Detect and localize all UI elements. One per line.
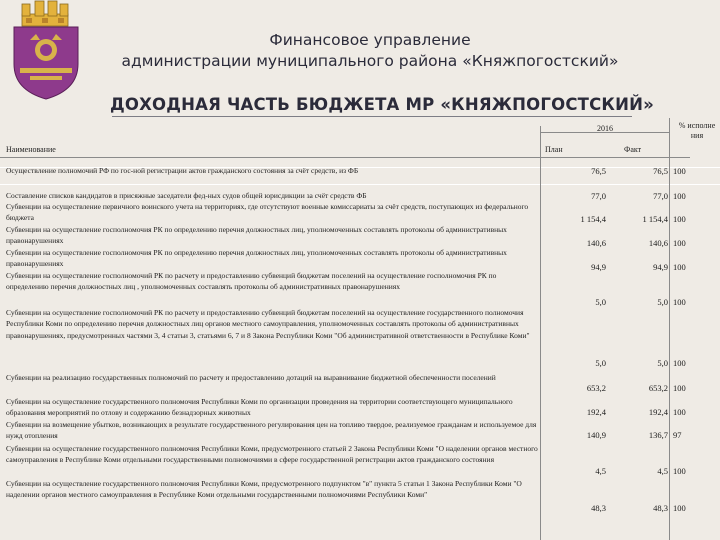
table-row-description: Субвенции на осуществление государственного полномочия Республики Коми по организации проведения на территории соответствующего муниципального образования мероприятий по отлову и содержанию безнадзорных животных	[6, 397, 513, 418]
table-cell-percent: 100	[673, 166, 686, 176]
table-cell-fact: 76,5	[653, 166, 668, 176]
table-cell-fact: 5,0	[657, 358, 668, 368]
table-cell-fact: 4,5	[657, 466, 668, 476]
crown-icon	[22, 1, 68, 26]
table-row-description: Субвенции на осуществление госполномочия РК по определению перечня должностных лиц, уполномоченных составлять протоколы об административных правонарушениях	[6, 225, 507, 246]
table-row-description: Субвенции на осуществление государственного полномочия Республики Коми, предусмотренного подпунктом "в" пункта 5 статьи 1 Закона Республики Коми "О наделении органов местного самоуправления в Республике Коми отдельными государственными полномочиями Республики Коми"	[6, 479, 522, 500]
table-cell-plan: 5,0	[595, 297, 606, 307]
table-cell-percent: 97	[673, 430, 682, 440]
table-row-description: Осуществление полномочий РФ по гос-ной регистрации актов гражданского состояния за счёт средств, из ФБ	[6, 166, 359, 175]
column-header-percent: % исполне ния	[678, 121, 716, 140]
column-header-fact: Факт	[624, 145, 642, 154]
table-cell-percent: 100	[673, 297, 686, 307]
org-title-line2: администрации муниципального района «Княжпогостский»	[121, 52, 619, 70]
table-cell-fact: 653,2	[648, 383, 668, 393]
table-cell-percent: 100	[673, 466, 686, 476]
table-row-description: Субвенции на осуществление государственного полномочия Республики Коми, предусмотренного статьей 2 Закона Республики Коми "О наделении органов местного самоуправления в Республике Коми отдельными государственными полномочиями в сфере государственной регистрации актов гражданского состояния	[6, 444, 538, 465]
table-cell-plan: 5,0	[595, 358, 606, 368]
table-cell-fact: 77,0	[653, 191, 668, 201]
table-cell-plan: 1 154,4	[580, 214, 606, 224]
table-grid-line	[669, 118, 670, 540]
table-cell-plan: 94,9	[591, 262, 606, 272]
table-cell-plan: 77,0	[591, 191, 606, 201]
coat-of-arms-icon	[0, 0, 92, 100]
table-row-description: Субвенции на возмещение убытков, возникающих в результате государственного регулирования цен на топливо твердое, реализуемое гражданам и используемое для нужд отопления	[6, 420, 537, 441]
org-title-line1: Финансовое управление	[269, 31, 471, 49]
table-cell-plan: 653,2	[586, 383, 606, 393]
table-cell-percent: 100	[673, 383, 686, 393]
table-cell-percent: 100	[673, 358, 686, 368]
organization-title	[90, 30, 650, 72]
table-grid-line	[0, 157, 690, 158]
table-cell-percent: 100	[673, 503, 686, 513]
row-divider	[0, 184, 720, 185]
table-row-description: Субвенции на осуществление первичного воинского учета на территориях, где отсутствуют военные комиссариаты за счёт средств, поступающих из федерального бюджета	[6, 202, 529, 223]
table-cell-fact: 94,9	[653, 262, 668, 272]
title-underline	[112, 116, 632, 117]
table-cell-percent: 100	[673, 214, 686, 224]
table-row-description: Субвенции на осуществление госполномочий РК по расчету и предоставлению субвенций бюджетам поселений на осуществление государственного полномочия Республики Коми по определению перечня должностных лиц органов местного самоуправления, уполномоченных составлять протоколы об административных правонарушениях, предусмотренных частями 3, 4 статьи 3, статьями 6, 7 и 8 Закона Республики Коми "Об административной ответственности в Республике Коми"	[6, 308, 530, 340]
table-cell-fact: 140,6	[648, 238, 668, 248]
table-cell-plan: 140,6	[586, 238, 606, 248]
column-header-plan: План	[545, 145, 563, 154]
table-cell-plan: 48,3	[591, 503, 606, 513]
table-cell-plan: 4,5	[595, 466, 606, 476]
table-cell-plan: 140,9	[586, 430, 606, 440]
table-row-description: Субвенции на реализацию государственных полномочий по расчету и предоставлению дотаций на выравнивание бюджетной обеспеченности поселений	[6, 373, 496, 382]
column-header-name: Наименование	[6, 145, 56, 154]
table-cell-fact: 48,3	[653, 503, 668, 513]
table-cell-percent: 100	[673, 238, 686, 248]
table-row-description: Субвенции на осуществление госполномочий РК по расчету и предоставлению субвенций бюджетам поселений на осуществление госполномочия РК по определению перечня должностных лиц , уполномоченных составлять протоколы об административных правонарушениях	[6, 271, 497, 292]
table-cell-plan: 192,4	[586, 407, 606, 417]
table-row-description: Субвенции на осуществление госполномочия РК по определению перечня должностных лиц, уполномоченных составлять протоколы об административных правонарушениях	[6, 248, 507, 269]
table-grid-line	[540, 126, 541, 540]
table-cell-fact: 136,7	[648, 430, 668, 440]
column-header-year: 2016	[597, 124, 613, 133]
table-cell-percent: 100	[673, 191, 686, 201]
table-cell-fact: 192,4	[648, 407, 668, 417]
table-cell-percent: 100	[673, 262, 686, 272]
table-cell-fact: 1 154,4	[642, 214, 668, 224]
table-cell-plan: 76,5	[591, 166, 606, 176]
table-cell-percent: 100	[673, 407, 686, 417]
page-title: ДОХОДНАЯ ЧАСТЬ БЮДЖЕТА МР «КНЯЖПОГОСТСКИЙ»	[110, 95, 654, 114]
table-cell-fact: 5,0	[657, 297, 668, 307]
table-row-description: Составление списков кандидатов в присяжные заседатели фед-ных судов общей юрисдикции за счёт средств ФБ	[6, 191, 367, 200]
